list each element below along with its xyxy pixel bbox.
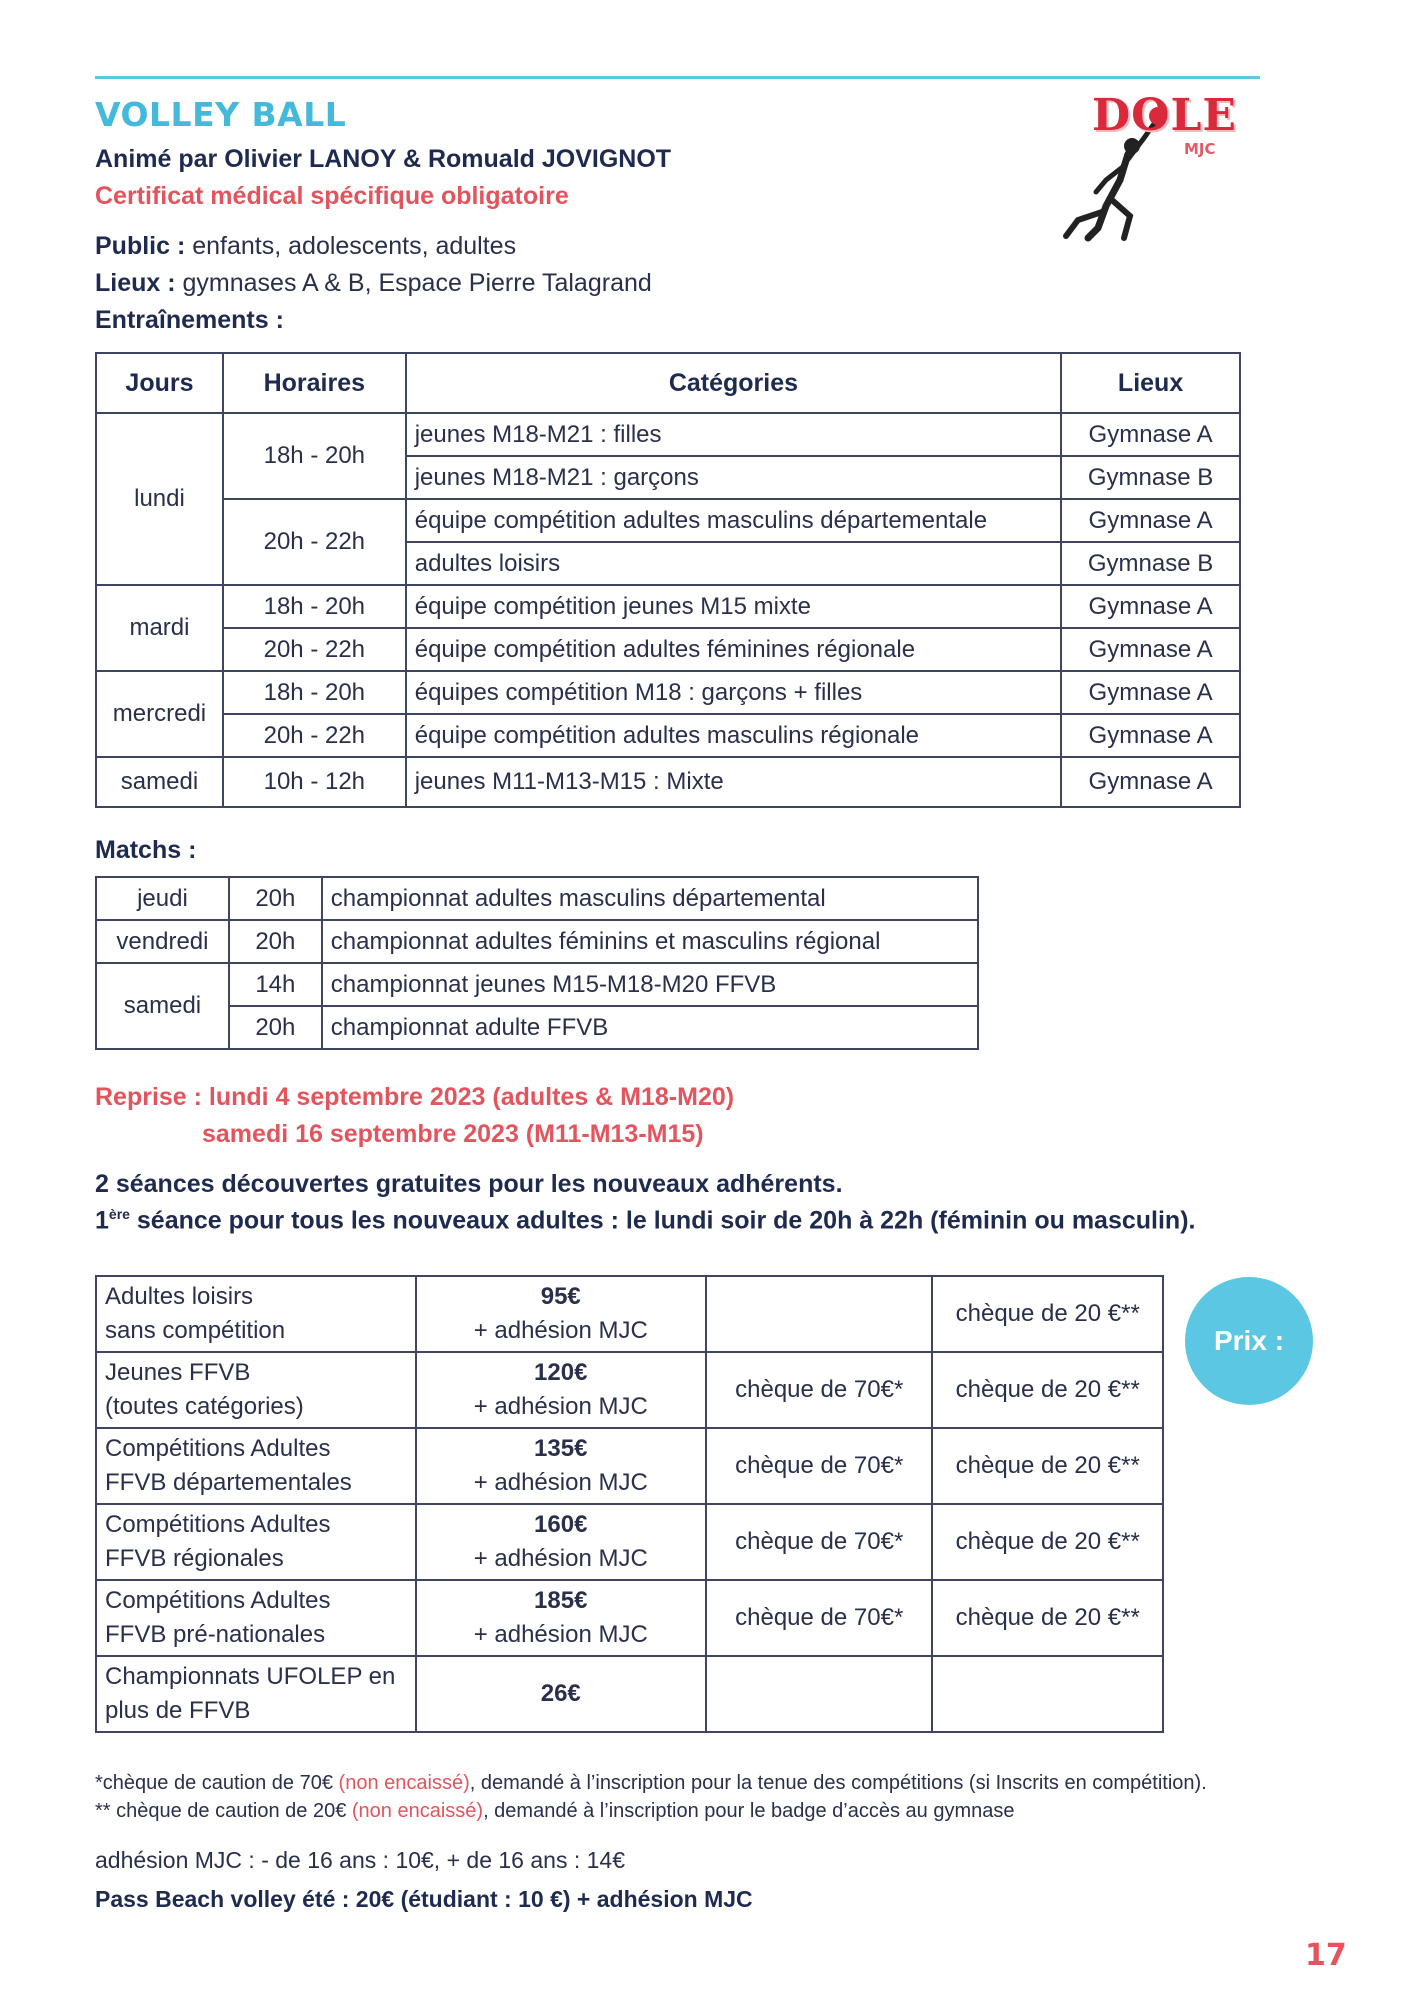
table-row: [96, 1428, 1163, 1504]
time-cell: 10h - 12h: [223, 757, 406, 807]
price-adhesion: + adhésion MJC: [473, 1393, 648, 1420]
logo-subtitle: MJC: [1184, 140, 1216, 158]
table-row: [96, 757, 1240, 807]
table-row: [96, 877, 978, 920]
table-row: [96, 1580, 1163, 1656]
day-cell: samedi: [96, 757, 223, 807]
reprise-line-1: Reprise : lundi 4 septembre 2023 (adultes & M18-M20): [95, 1083, 735, 1111]
deposit-20-cell: chèque de 20 €**: [932, 1504, 1163, 1580]
price-amount: 95€: [540, 1283, 581, 1310]
category-cell: équipe compétition jeunes M15 mixte: [406, 585, 1061, 628]
price-amount: 26€: [540, 1680, 581, 1707]
match-time-cell: 14h: [229, 963, 322, 1006]
deposit-20-cell: chèque de 20 €**: [932, 1428, 1163, 1504]
table-row: [96, 585, 1240, 628]
deposit-70-cell: [706, 1276, 933, 1352]
deposit-70-cell: chèque de 70€*: [706, 1580, 933, 1656]
place-cell: Gymnase A: [1061, 671, 1240, 714]
category-cell: jeunes M11-M13-M15 : Mixte: [406, 757, 1061, 807]
category-cell: jeunes M18-M21 : garçons: [406, 456, 1061, 499]
table-row: [96, 671, 1240, 714]
time-cell: 20h - 22h: [223, 628, 406, 671]
table-row: [96, 1276, 1163, 1352]
header-jours: Jours: [96, 353, 223, 413]
place-cell: Gymnase A: [1061, 413, 1240, 456]
logo-wordmark: DOLE: [1092, 90, 1237, 141]
public-value: enfants, adolescents, adultes: [185, 232, 517, 260]
match-desc-cell: championnat adulte FFVB: [322, 1006, 978, 1049]
table-row: [96, 413, 1240, 456]
price-label-line2: FFVB régionales: [105, 1545, 284, 1572]
price-amount: 120€: [534, 1359, 588, 1386]
table-row: [96, 1006, 978, 1049]
match-day-cell: vendredi: [96, 920, 229, 963]
time-cell: 20h - 22h: [223, 714, 406, 757]
match-desc-cell: championnat adultes masculins départemental: [322, 877, 978, 920]
matches-label: Matchs :: [95, 836, 197, 864]
match-desc-cell: championnat adultes féminins et masculins régional: [322, 920, 978, 963]
place-cell: Gymnase A: [1061, 499, 1240, 542]
price-label-line2: plus de FFVB: [105, 1697, 251, 1724]
price-adhesion: + adhésion MJC: [473, 1621, 648, 1648]
price-label-cell: [96, 1352, 416, 1428]
price-label-line1: Compétitions Adultes: [105, 1587, 331, 1614]
price-label-line1: Compétitions Adultes: [105, 1435, 331, 1462]
discovery-text: séance pour tous les nouveaux adultes : le lundi soir de 20h à 22h (féminin ou masculin).: [129, 1206, 1196, 1235]
price-adhesion: + adhésion MJC: [473, 1545, 648, 1572]
category-cell: équipe compétition adultes masculins régionale: [406, 714, 1061, 757]
table-row: [96, 499, 1240, 542]
deposit-20-cell: chèque de 20 €**: [932, 1276, 1163, 1352]
lieux-value: gymnases A & B, Espace Pierre Talagrand: [175, 269, 652, 297]
price-label-cell: [96, 1580, 416, 1656]
place-cell: Gymnase B: [1061, 456, 1240, 499]
price-amount-cell: [416, 1656, 706, 1732]
price-amount: 185€: [534, 1587, 588, 1614]
header-horaires: Horaires: [223, 353, 406, 413]
table-row: [96, 1656, 1163, 1732]
match-day-cell: jeudi: [96, 877, 229, 920]
discovery-ordinal-suffix: ère: [108, 1206, 130, 1222]
place-cell: Gymnase B: [1061, 542, 1240, 585]
footnote-1: [95, 1772, 1207, 1795]
price-label-cell: [96, 1504, 416, 1580]
reprise-line-2: samedi 16 septembre 2023 (M11-M13-M15): [202, 1120, 704, 1148]
price-table: [95, 1275, 1164, 1733]
prix-badge: Prix :: [1185, 1277, 1313, 1405]
header-lieux: Lieux: [1061, 353, 1240, 413]
price-amount: 135€: [534, 1435, 588, 1462]
time-cell: 18h - 20h: [223, 585, 406, 628]
day-cell: mardi: [96, 585, 223, 671]
price-label-cell: [96, 1656, 416, 1732]
discovery-line-2: [95, 1206, 1195, 1235]
animator-line: Animé par Olivier LANOY & Romuald JOVIGNOT: [95, 145, 672, 173]
deposit-20-cell: chèque de 20 €**: [932, 1580, 1163, 1656]
price-amount: 160€: [534, 1511, 588, 1538]
deposit-70-cell: [706, 1656, 933, 1732]
price-label-line2: sans compétition: [105, 1317, 286, 1344]
section-title: VOLLEY BALL: [95, 95, 347, 134]
footnote-2: [95, 1800, 1015, 1823]
deposit-70-cell: chèque de 70€*: [706, 1428, 933, 1504]
price-adhesion: + adhésion MJC: [473, 1469, 648, 1496]
deposit-70-cell: chèque de 70€*: [706, 1352, 933, 1428]
deposit-20-cell: [932, 1656, 1163, 1732]
public-line: [95, 232, 516, 261]
footnote-1-highlight: (non encaissé): [338, 1772, 470, 1794]
footnote-1-text: *chèque de caution de 70€: [95, 1772, 339, 1794]
match-time-cell: 20h: [229, 877, 322, 920]
public-label: Public :: [95, 232, 186, 260]
discovery-ordinal: 1: [95, 1206, 109, 1235]
header-categories: Catégories: [406, 353, 1061, 413]
category-cell: équipes compétition M18 : garçons + filles: [406, 671, 1061, 714]
category-cell: adultes loisirs: [406, 542, 1061, 585]
training-table: [95, 352, 1241, 808]
page-number: 17: [1305, 1938, 1347, 1973]
category-cell: équipe compétition adultes féminines régionale: [406, 628, 1061, 671]
price-amount-cell: [416, 1580, 706, 1656]
price-adhesion: + adhésion MJC: [473, 1317, 648, 1344]
time-cell: 18h - 20h: [223, 413, 406, 499]
time-cell: 18h - 20h: [223, 671, 406, 714]
lieux-line: [95, 269, 652, 298]
price-label-line1: Adultes loisirs: [105, 1283, 254, 1310]
place-cell: Gymnase A: [1061, 628, 1240, 671]
table-row: [96, 714, 1240, 757]
footnote-2-highlight: (non encaissé): [351, 1800, 484, 1822]
price-amount-cell: [416, 1428, 706, 1504]
dole-mjc-logo: [1040, 88, 1240, 253]
deposit-20-cell: chèque de 20 €**: [932, 1352, 1163, 1428]
price-label-line1: Jeunes FFVB: [105, 1359, 251, 1386]
footnote-2-text: ** chèque de caution de 20€: [95, 1800, 352, 1822]
day-cell: mercredi: [96, 671, 223, 757]
price-amount-cell: [416, 1276, 706, 1352]
beach-line: Pass Beach volley été : 20€ (étudiant : 10 €) + adhésion MJC: [95, 1886, 753, 1912]
table-row: [96, 1504, 1163, 1580]
footnote-2-rest: , demandé à l’inscription pour le badge d’accès au gymnase: [483, 1800, 1015, 1822]
footnote-1-rest: , demandé à l’inscription pour la tenue des compétitions (si Inscrits en compétition).: [469, 1772, 1207, 1794]
price-label-line2: (toutes catégories): [105, 1393, 304, 1420]
price-label-cell: [96, 1428, 416, 1504]
match-desc-cell: championnat jeunes M15-M18-M20 FFVB: [322, 963, 978, 1006]
adhesion-line: adhésion MJC : - de 16 ans : 10€, + de 16 ans : 14€: [95, 1847, 625, 1873]
price-label-line2: FFVB pré-nationales: [105, 1621, 326, 1648]
table-row: [96, 1352, 1163, 1428]
category-cell: jeunes M18-M21 : filles: [406, 413, 1061, 456]
trainings-label: Entraînements :: [95, 306, 284, 334]
price-label-line1: Championnats UFOLEP en: [105, 1663, 396, 1690]
match-day-cell: samedi: [96, 963, 229, 1049]
training-header-row: [96, 353, 1240, 413]
top-rule: [95, 76, 1260, 79]
category-cell: équipe compétition adultes masculins départementale: [406, 499, 1061, 542]
match-time-cell: 20h: [229, 920, 322, 963]
table-row: [96, 920, 978, 963]
place-cell: Gymnase A: [1061, 757, 1240, 807]
medical-notice: Certificat médical spécifique obligatoire: [95, 182, 569, 210]
price-label-line2: FFVB départementales: [105, 1469, 352, 1496]
price-amount-cell: [416, 1352, 706, 1428]
place-cell: Gymnase A: [1061, 714, 1240, 757]
price-amount-cell: [416, 1504, 706, 1580]
table-row: [96, 963, 978, 1006]
price-label-line1: Compétitions Adultes: [105, 1511, 331, 1538]
discovery-line-1: 2 séances découvertes gratuites pour les nouveaux adhérents.: [95, 1170, 843, 1198]
day-cell: lundi: [96, 413, 223, 585]
lieux-label: Lieux :: [95, 269, 176, 297]
matches-table: [95, 876, 979, 1050]
time-cell: 20h - 22h: [223, 499, 406, 585]
place-cell: Gymnase A: [1061, 585, 1240, 628]
price-label-cell: [96, 1276, 416, 1352]
deposit-70-cell: chèque de 70€*: [706, 1504, 933, 1580]
table-row: [96, 628, 1240, 671]
match-time-cell: 20h: [229, 1006, 322, 1049]
